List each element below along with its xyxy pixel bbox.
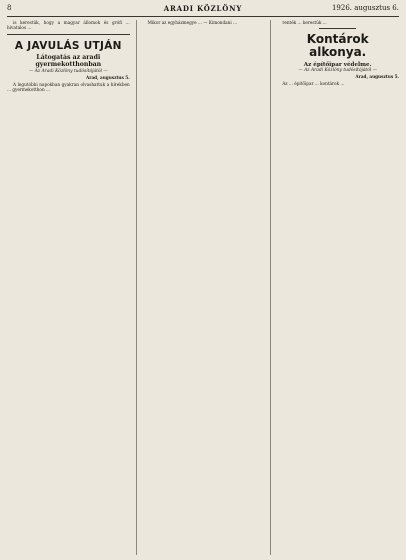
article-headline-kontarok: Kontárok alkonya. — [306, 32, 369, 60]
article-subheadline-kontarok: Az építőipar védelme. — [303, 62, 372, 69]
page-number: 8 — [7, 4, 12, 12]
article-byline: — Az Aradi Közlöny tudósítójától — — [28, 69, 108, 75]
column-2 — [136, 20, 265, 555]
column-2-body: Mikor az egyházmegye ... — Kimondani ... — [147, 20, 237, 25]
article-byline-kontarok: — Az Aradi Közlöny tudósítójától — — [298, 68, 378, 74]
column-3-body: Az ... építőipar ... kontárok ... — [282, 80, 345, 86]
masthead — [7, 4, 399, 17]
column-3-top: renték ... kerestük ... — [282, 20, 327, 25]
divider — [7, 34, 130, 35]
article-dateline-kontarok: Arad, augusztus 5. — [355, 73, 400, 79]
columns — [7, 20, 399, 555]
article-body: A legutóbbi napokban gyakran olvashattuk a hírekben ... gyermekotthon ... — [7, 81, 130, 92]
article-headline: A JAVULÁS UTJÁN — [14, 40, 122, 53]
newspaper-title: ARADI KÖZLÖNY — [163, 4, 243, 13]
divider — [319, 28, 356, 29]
article-dateline: Arad, augusztus 5. — [86, 74, 130, 80]
column-3 — [270, 20, 399, 555]
issue-date: 1926. augusztus 6. — [331, 4, 399, 12]
column-1 — [7, 20, 130, 555]
article-subheadline: Látogatás az aradi gyermekotthonban — [35, 54, 102, 69]
column-1-intro: is kerestük, hogy a magyar állomok és grófi ... hivatalos ... — [7, 20, 130, 31]
